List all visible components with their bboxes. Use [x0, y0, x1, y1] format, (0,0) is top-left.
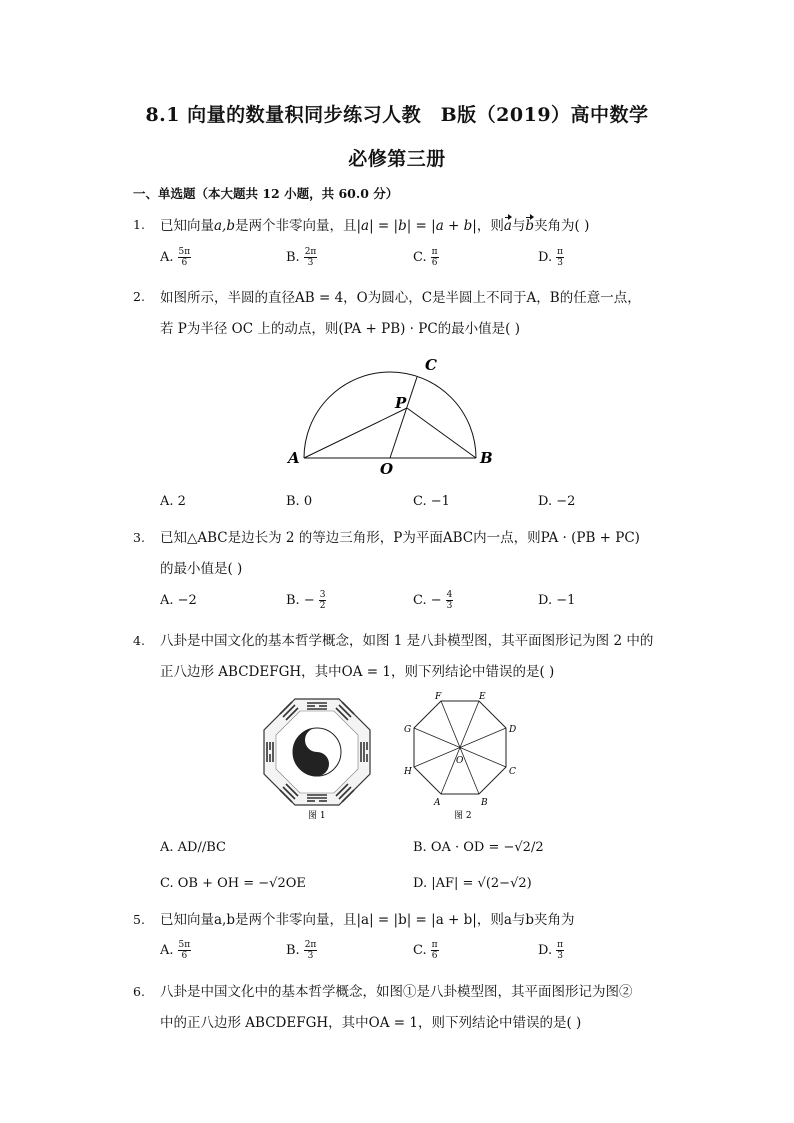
segment-pb [407, 408, 476, 458]
question-number: 3. [133, 530, 145, 545]
center-o: O [456, 756, 464, 766]
octagon-figure [396, 690, 526, 822]
question-5-text: 已知向量a,b是两个非零向量，且|a| = |b| = |a + b|，则a与b夹角为 [160, 912, 575, 928]
fig1-caption: 图 1 [308, 811, 326, 821]
question-number: 5. [133, 912, 145, 927]
yin-yang-dot-light [314, 737, 320, 743]
q3-option-b: B. − $\frac{3}{2}$ [286, 590, 326, 611]
question-3-line2: 的最小值是( ) [160, 561, 243, 577]
q3-option-a: A. −2 [160, 593, 197, 608]
yin-yang-dot-dark [314, 761, 320, 767]
bagua-model-figure [262, 694, 372, 822]
q5-option-c: C. $\frac{\pi}{6}$ [413, 940, 438, 961]
vertex-h: H [404, 767, 412, 777]
section-heading: 一、单选题（本大题共 12 小题，共 60.0 分） [133, 186, 399, 201]
q1-option-d: D. $\frac{\pi}{3}$ [538, 247, 564, 268]
document-title-line2: 必修第三册 [348, 148, 446, 170]
q5-option-b: B. $\frac{2\pi}{3}$ [286, 940, 317, 961]
q3-option-d: D. −1 [538, 593, 576, 608]
vertex-g: G [404, 725, 412, 735]
q5-option-a: A. $\frac{5\pi}{6}$ [160, 940, 191, 961]
q5-option-d: D. $\frac{\pi}{3}$ [538, 940, 564, 961]
label-p: P [395, 394, 407, 412]
question-4-line1: 八卦是中国文化的基本哲学概念，如图 1 是八卦模型图，其平面图形记为图 2 中的 [160, 633, 654, 649]
question-number: 4. [133, 633, 145, 648]
q1-option-c: C. $\frac{\pi}{6}$ [413, 247, 438, 268]
octagon-diagonals [414, 701, 506, 794]
label-b: B [480, 449, 493, 467]
question-2-line2: 若 P为半径 OC 上的动点，则(PA + PB) · PC的最小值是( ) [160, 321, 520, 337]
q3-option-c: C. − $\frac{4}{3}$ [413, 590, 453, 611]
q2-option-c: C. −1 [413, 494, 450, 509]
q4-option-d: D. |AF| = √(2−√2) [413, 876, 532, 891]
q1-option-b: B. $\frac{2\pi}{3}$ [286, 247, 317, 268]
question-3-line1: 已知△ABC是边长为 2 的等边三角形，P为平面ABC内一点，则PA · (PB + PC) [160, 530, 640, 546]
document-title-line1: 8.1 向量的数量积同步练习人教 B版（2019）高中数学 [145, 104, 649, 126]
q4-option-b: B. OA · OD = −√2/2 [413, 840, 544, 855]
question-4-line2: 正八边形 ABCDEFGH，其中OA = 1，则下列结论中错误的是( ) [160, 664, 555, 680]
q2-option-a: A. 2 [160, 494, 186, 509]
q2-option-d: D. −2 [538, 494, 576, 509]
fig2-caption: 图 2 [454, 811, 472, 821]
semicircle-figure [280, 350, 500, 480]
q2-option-b: B. 0 [286, 494, 313, 509]
vertex-b: B [481, 798, 488, 808]
question-2-line1: 如图所示，半圆的直径AB = 4，O为圆心，C是半圆上不同于A，B的任意一点， [160, 290, 641, 306]
question-number: 2. [133, 289, 145, 304]
question-6-line1: 八卦是中国文化中的基本哲学概念，如图①是八卦模型图，其平面图形记为图② [160, 984, 633, 1000]
label-o: O [380, 460, 394, 478]
q4-option-c: C. OB + OH = −√2OE [160, 876, 306, 891]
question-number: 6. [133, 984, 145, 999]
question-6-line2: 中的正八边形 ABCDEFGH，其中OA = 1，则下列结论中错误的是( ) [160, 1015, 582, 1031]
radius-oc [390, 377, 417, 458]
label-a: A [288, 449, 300, 467]
segment-pa [304, 408, 407, 458]
vertex-e: E [479, 692, 486, 702]
vertex-d: D [509, 725, 517, 735]
vertex-f: F [435, 692, 442, 702]
vertex-a: A [434, 798, 441, 808]
vertex-c: C [509, 767, 516, 777]
question-1-text: 已知向量a,b是两个非零向量，且|a| = |b| = |a + b|，则a与b夹角为( ) [160, 218, 590, 234]
question-number: 1. [133, 217, 145, 232]
q4-option-a: A. AD//BC [160, 840, 226, 855]
q1-option-a: A. $\frac{5\pi}{6}$ [160, 247, 191, 268]
label-c: C [425, 356, 437, 374]
